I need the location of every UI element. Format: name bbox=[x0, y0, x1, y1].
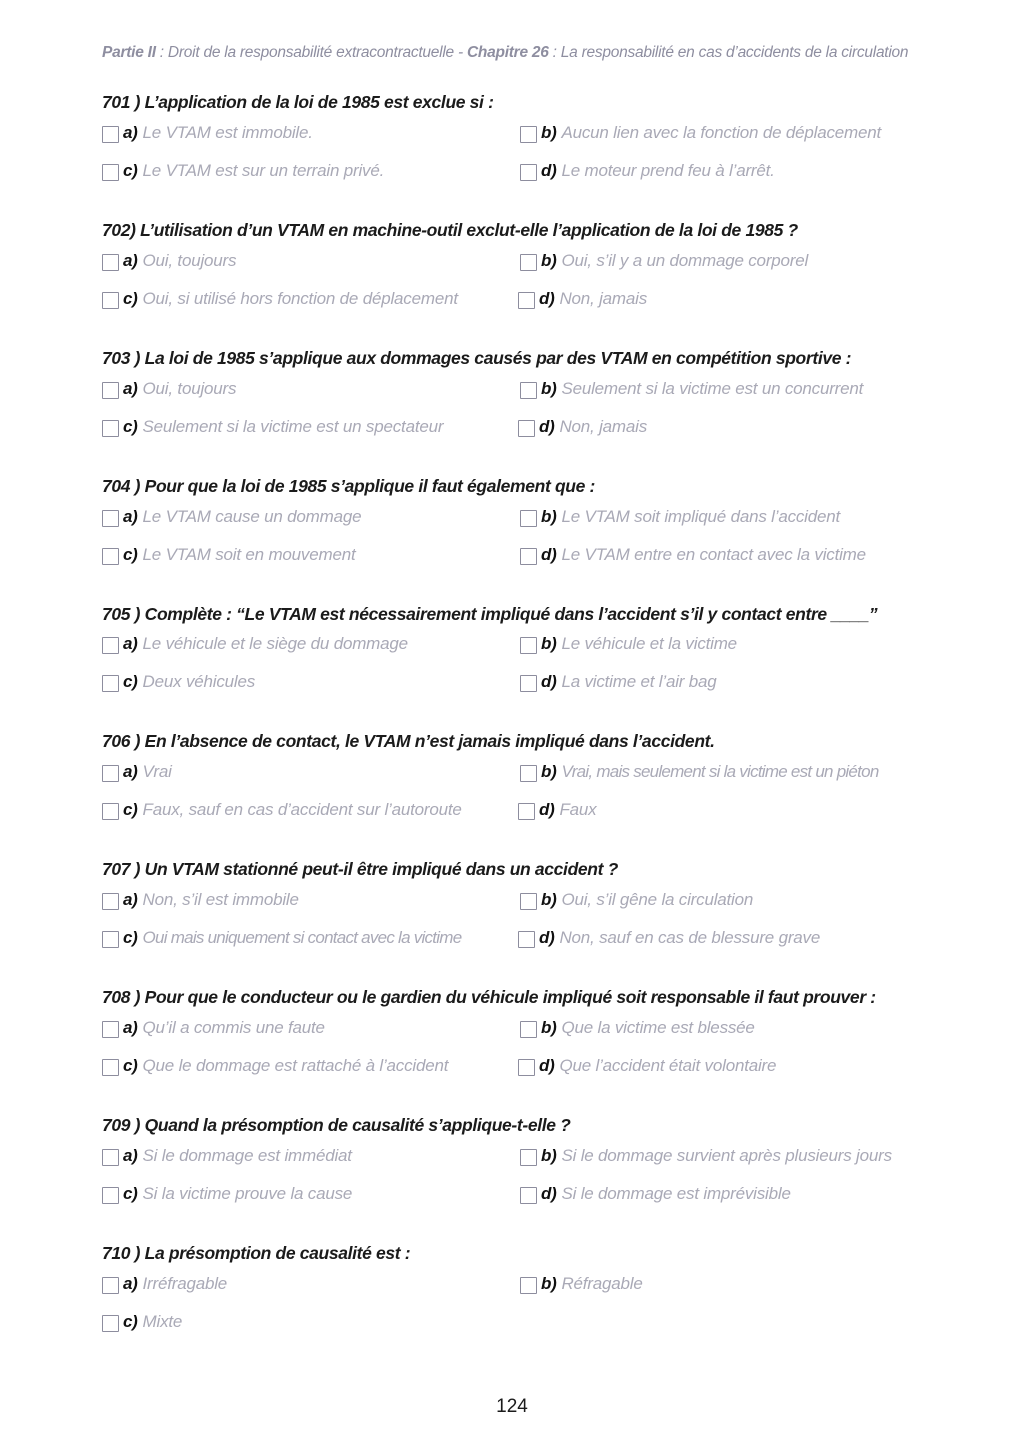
question-block bbox=[102, 476, 962, 583]
option-letter: d) bbox=[539, 800, 555, 820]
option-text: Mixte bbox=[142, 1311, 183, 1331]
checkbox-icon[interactable] bbox=[520, 164, 537, 181]
page-header bbox=[102, 44, 932, 62]
option-text: Le véhicule et la victime bbox=[561, 634, 737, 654]
option-text: Non, sauf en cas de blessure grave bbox=[559, 928, 821, 948]
answer-option[interactable] bbox=[520, 507, 840, 527]
answer-option[interactable] bbox=[102, 545, 355, 565]
answer-option[interactable] bbox=[102, 762, 172, 782]
option-letter: c) bbox=[123, 544, 138, 564]
option-letter: d) bbox=[541, 160, 557, 180]
checkbox-icon[interactable] bbox=[102, 420, 119, 437]
checkbox-icon[interactable] bbox=[102, 1059, 119, 1076]
checkbox-icon[interactable] bbox=[518, 1059, 535, 1076]
checkbox-icon[interactable] bbox=[520, 637, 537, 654]
answer-option[interactable] bbox=[102, 634, 408, 654]
header-chapter-label: Chapitre 26 bbox=[466, 44, 549, 61]
answer-option[interactable] bbox=[520, 1018, 755, 1038]
option-row bbox=[102, 890, 962, 928]
answer-option[interactable] bbox=[520, 251, 808, 271]
question-title: 705 ) Complète : “Le VTAM est nécessairement impliqué dans l’accident s’il y contact entre ____” bbox=[102, 603, 878, 624]
option-row bbox=[102, 1146, 962, 1184]
option-text: Le VTAM entre en contact avec la victime bbox=[561, 544, 866, 564]
checkbox-icon[interactable] bbox=[102, 164, 119, 181]
checkbox-icon[interactable] bbox=[520, 893, 537, 910]
option-row bbox=[102, 634, 962, 672]
option-text: Le VTAM soit impliqué dans l’accident bbox=[561, 506, 841, 526]
answer-option[interactable] bbox=[102, 507, 361, 527]
checkbox-icon[interactable] bbox=[520, 548, 537, 565]
checkbox-icon[interactable] bbox=[518, 420, 535, 437]
option-letter: d) bbox=[541, 544, 557, 564]
option-letter: a) bbox=[123, 378, 138, 398]
option-letter: b) bbox=[541, 122, 557, 142]
answer-option[interactable] bbox=[520, 762, 879, 782]
option-text: Que l’accident était volontaire bbox=[559, 1056, 777, 1075]
checkbox-icon[interactable] bbox=[102, 292, 119, 309]
answer-option[interactable] bbox=[102, 417, 443, 437]
option-letter: d) bbox=[539, 1056, 555, 1075]
option-letter: b) bbox=[541, 378, 557, 398]
option-row bbox=[102, 545, 962, 583]
answer-option[interactable] bbox=[102, 379, 236, 399]
option-letter: b) bbox=[541, 762, 557, 782]
option-text: Oui mais uniquement si contact avec la victime bbox=[142, 928, 462, 948]
question-title: 701 ) L’application de la loi de 1985 est exclue si : bbox=[102, 92, 494, 112]
option-text: Si la victime prouve la cause bbox=[142, 1183, 353, 1203]
option-text: Le moteur prend feu à l’arrêt. bbox=[561, 160, 775, 180]
option-row bbox=[102, 161, 962, 199]
option-letter: d) bbox=[539, 928, 555, 948]
answer-option[interactable] bbox=[520, 634, 737, 654]
checkbox-icon[interactable] bbox=[520, 254, 537, 271]
question-title: 707 ) Un VTAM stationné peut-il être impliqué dans un accident ? bbox=[102, 859, 618, 880]
checkbox-icon[interactable] bbox=[520, 510, 537, 527]
checkbox-icon[interactable] bbox=[520, 1021, 537, 1038]
option-letter: c) bbox=[123, 672, 138, 692]
option-text: Deux véhicules bbox=[142, 672, 256, 692]
option-text: Aucun lien avec la fonction de déplacement bbox=[561, 122, 881, 142]
option-row bbox=[102, 928, 962, 966]
answer-option[interactable] bbox=[520, 1184, 791, 1204]
option-text: Si le dommage est imprévisible bbox=[561, 1183, 791, 1203]
question-block bbox=[102, 604, 962, 711]
option-text: Vrai, mais seulement si la victime est un piéton bbox=[561, 762, 879, 782]
option-row bbox=[102, 762, 962, 800]
question-title: 710 ) La présomption de causalité est : bbox=[102, 1242, 411, 1263]
checkbox-icon[interactable] bbox=[102, 765, 119, 782]
question-block bbox=[102, 1115, 962, 1222]
answer-option[interactable] bbox=[102, 251, 236, 271]
answer-option[interactable] bbox=[102, 672, 255, 692]
option-letter: a) bbox=[123, 250, 138, 270]
option-letter: d) bbox=[539, 288, 555, 308]
option-letter: a) bbox=[123, 1018, 138, 1037]
question-block bbox=[102, 92, 962, 199]
checkbox-icon[interactable] bbox=[102, 1149, 119, 1166]
option-letter: b) bbox=[541, 634, 557, 654]
checkbox-icon[interactable] bbox=[102, 1315, 119, 1332]
header-part-label: Partie II bbox=[102, 44, 156, 61]
option-row bbox=[102, 1056, 962, 1094]
checkbox-icon[interactable] bbox=[102, 254, 119, 271]
header-part-text: Droit de la responsabilité extracontractuelle - bbox=[167, 44, 467, 61]
option-text: Non, jamais bbox=[559, 416, 648, 436]
answer-option[interactable] bbox=[102, 123, 313, 143]
question-block bbox=[102, 859, 962, 966]
answer-option[interactable] bbox=[520, 379, 863, 399]
answer-option[interactable] bbox=[102, 800, 462, 820]
option-text: Si le dommage survient après plusieurs jours bbox=[561, 1145, 892, 1165]
option-letter: b) bbox=[541, 890, 557, 910]
option-text: Que le dommage est rattaché à l’accident bbox=[142, 1056, 449, 1075]
option-letter: b) bbox=[541, 1145, 557, 1165]
option-letter: a) bbox=[123, 1145, 138, 1165]
question-title: 704 ) Pour que la loi de 1985 s’applique il faut également que : bbox=[102, 475, 596, 496]
checkbox-icon[interactable] bbox=[518, 803, 535, 820]
option-text: Oui, s’il gêne la circulation bbox=[561, 890, 754, 910]
checkbox-icon[interactable] bbox=[520, 1277, 537, 1294]
option-row bbox=[102, 1312, 962, 1350]
option-letter: a) bbox=[123, 762, 138, 782]
option-letter: c) bbox=[123, 1056, 138, 1075]
option-text: Non, jamais bbox=[559, 288, 648, 308]
option-row bbox=[102, 251, 962, 289]
option-text: Oui, toujours bbox=[142, 378, 237, 398]
answer-option[interactable] bbox=[518, 928, 820, 948]
option-row bbox=[102, 800, 962, 838]
page-number: 124 bbox=[496, 1396, 528, 1417]
answer-option[interactable] bbox=[520, 545, 866, 565]
header-chapter-text: La responsabilité en cas d’accidents de la circulation bbox=[560, 44, 909, 61]
answer-option[interactable] bbox=[520, 161, 775, 181]
option-row bbox=[102, 507, 962, 545]
question-block bbox=[102, 1243, 962, 1350]
answer-option[interactable] bbox=[102, 1018, 325, 1038]
answer-option[interactable] bbox=[518, 1056, 776, 1076]
question-title: 709 ) Quand la présomption de causalité s’applique-t-elle ? bbox=[102, 1115, 571, 1135]
question-title: 706 ) En l’absence de contact, le VTAM n’est jamais impliqué dans l’accident. bbox=[102, 731, 715, 752]
checkbox-icon[interactable] bbox=[520, 382, 537, 399]
option-letter: c) bbox=[123, 928, 138, 948]
option-text: Seulement si la victime est un spectateur bbox=[142, 416, 444, 436]
option-letter: a) bbox=[123, 634, 138, 654]
answer-option[interactable] bbox=[102, 928, 461, 948]
option-row bbox=[102, 379, 962, 417]
option-row bbox=[102, 1018, 962, 1056]
option-text: Qu’il a commis une faute bbox=[142, 1018, 325, 1037]
question-block bbox=[102, 220, 962, 327]
option-letter: d) bbox=[541, 1183, 557, 1203]
answer-option[interactable] bbox=[102, 890, 299, 910]
option-letter: a) bbox=[123, 506, 138, 526]
option-text: Si le dommage est immédiat bbox=[142, 1145, 352, 1165]
option-text: Seulement si la victime est un concurrent bbox=[561, 378, 864, 398]
option-letter: b) bbox=[541, 1273, 557, 1293]
question-block bbox=[102, 987, 962, 1094]
answer-option[interactable] bbox=[520, 123, 881, 143]
checkbox-icon[interactable] bbox=[102, 548, 119, 565]
option-row bbox=[102, 289, 962, 327]
question-block bbox=[102, 348, 962, 455]
option-text: Irréfragable bbox=[142, 1273, 228, 1293]
option-letter: c) bbox=[123, 800, 138, 820]
question-title: 708 ) Pour que le conducteur ou le gardien du véhicule impliqué soit responsable il faut prouver : bbox=[102, 987, 876, 1008]
checkbox-icon[interactable] bbox=[102, 1187, 119, 1204]
answer-option[interactable] bbox=[520, 1146, 892, 1166]
option-letter: c) bbox=[123, 288, 138, 308]
option-text: Oui, s’il y a un dommage corporel bbox=[561, 250, 809, 270]
checkbox-icon[interactable] bbox=[518, 931, 535, 948]
question-title: 702) L’utilisation d’un VTAM en machine-outil exclut-elle l’application de la loi de 1985 ? bbox=[102, 219, 798, 240]
header-part-separator: : bbox=[155, 44, 168, 61]
option-row bbox=[102, 672, 962, 710]
checkbox-icon[interactable] bbox=[102, 1021, 119, 1038]
option-text: Réfragable bbox=[561, 1273, 643, 1293]
answer-option[interactable] bbox=[518, 800, 596, 820]
option-row bbox=[102, 123, 962, 161]
option-letter: d) bbox=[539, 416, 555, 436]
option-letter: c) bbox=[123, 1311, 138, 1331]
option-text: Non, s’il est immobile bbox=[142, 890, 299, 910]
option-text: Vrai bbox=[142, 762, 172, 782]
checkbox-icon[interactable] bbox=[520, 675, 537, 692]
option-text: La victime et l’air bag bbox=[561, 672, 717, 692]
option-text: Le VTAM soit en mouvement bbox=[142, 544, 356, 564]
answer-option[interactable] bbox=[102, 1274, 227, 1294]
option-letter: a) bbox=[123, 890, 138, 910]
checkbox-icon[interactable] bbox=[102, 931, 119, 948]
option-letter: b) bbox=[541, 506, 557, 526]
option-text: Le véhicule et le siège du dommage bbox=[142, 634, 408, 654]
option-text: Faux bbox=[559, 800, 597, 820]
option-row bbox=[102, 1274, 962, 1312]
option-letter: c) bbox=[123, 160, 138, 180]
option-letter: a) bbox=[123, 1273, 138, 1293]
option-text: Le VTAM est immobile. bbox=[142, 122, 313, 142]
option-row bbox=[102, 417, 962, 455]
checkbox-icon[interactable] bbox=[520, 1187, 537, 1204]
option-letter: d) bbox=[541, 672, 557, 692]
checkbox-icon[interactable] bbox=[520, 126, 537, 143]
option-text: Faux, sauf en cas d’accident sur l’autoroute bbox=[142, 800, 462, 820]
checkbox-icon[interactable] bbox=[102, 126, 119, 143]
answer-option[interactable] bbox=[520, 1274, 643, 1294]
answer-option[interactable] bbox=[518, 289, 647, 309]
header-chapter-separator: : bbox=[548, 44, 561, 61]
option-text: Le VTAM cause un dommage bbox=[142, 506, 362, 526]
option-letter: c) bbox=[123, 1183, 138, 1203]
option-letter: c) bbox=[123, 416, 138, 436]
checkbox-icon[interactable] bbox=[102, 893, 119, 910]
option-letter: b) bbox=[541, 1018, 557, 1037]
option-text: Oui, toujours bbox=[142, 250, 237, 270]
question-title: 703 ) La loi de 1985 s’applique aux dommages causés par des VTAM en compétition sportive : bbox=[102, 347, 852, 368]
checkbox-icon[interactable] bbox=[102, 382, 119, 399]
checkbox-icon[interactable] bbox=[102, 803, 119, 820]
checkbox-icon[interactable] bbox=[102, 675, 119, 692]
answer-option[interactable] bbox=[520, 672, 717, 692]
answer-option[interactable] bbox=[102, 1184, 352, 1204]
answer-option[interactable] bbox=[518, 417, 647, 437]
answer-option[interactable] bbox=[102, 1312, 182, 1332]
option-letter: a) bbox=[123, 122, 138, 142]
checkbox-icon[interactable] bbox=[102, 1277, 119, 1294]
answer-option[interactable] bbox=[520, 890, 753, 910]
option-letter: b) bbox=[541, 250, 557, 270]
checkbox-icon[interactable] bbox=[520, 1149, 537, 1166]
option-text: Le VTAM est sur un terrain privé. bbox=[142, 160, 385, 180]
questions-list bbox=[102, 92, 962, 1371]
answer-option[interactable] bbox=[102, 289, 458, 309]
answer-option[interactable] bbox=[102, 1056, 448, 1076]
option-row bbox=[102, 1184, 962, 1222]
checkbox-icon[interactable] bbox=[518, 292, 535, 309]
option-text: Que la victime est blessée bbox=[561, 1018, 755, 1037]
question-block bbox=[102, 731, 962, 838]
answer-option[interactable] bbox=[102, 1146, 352, 1166]
answer-option[interactable] bbox=[102, 161, 384, 181]
checkbox-icon[interactable] bbox=[102, 637, 119, 654]
checkbox-icon[interactable] bbox=[102, 510, 119, 527]
checkbox-icon[interactable] bbox=[520, 765, 537, 782]
option-text: Oui, si utilisé hors fonction de déplacement bbox=[142, 288, 458, 308]
